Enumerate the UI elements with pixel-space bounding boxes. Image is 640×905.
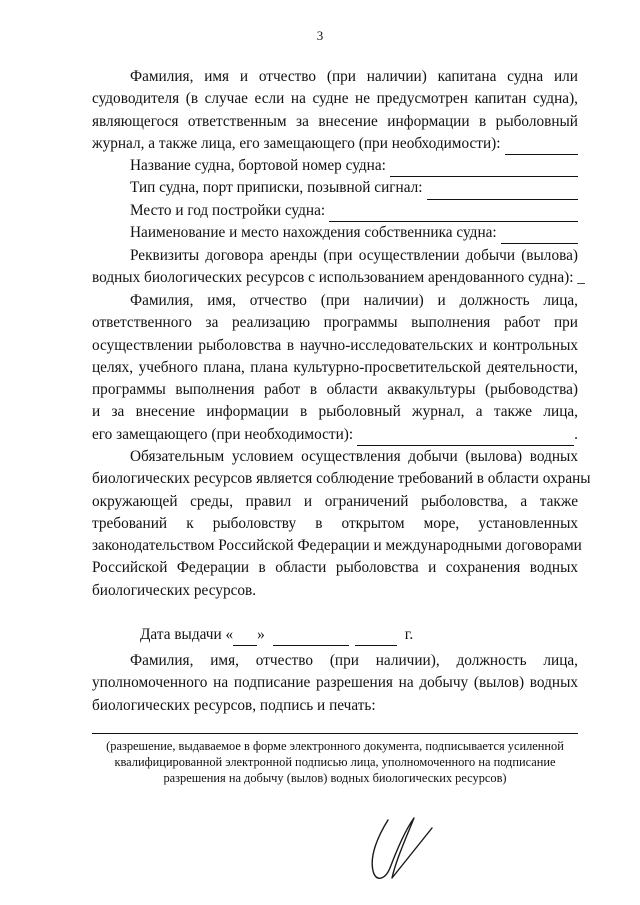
text-line: биологических ресурсов является соблюдение требований в области охраны (92, 470, 591, 488)
vessel-owner-blank[interactable] (501, 227, 578, 244)
issue-date-label: Дата выдачи « (140, 626, 234, 643)
text-line: журнал, а также лица, его замещающего (при необходимости): (92, 134, 501, 152)
vessel-name-label: Название судна, бортовой номер судна: (130, 157, 386, 174)
vessel-fields (92, 155, 578, 244)
text-line: Фамилия, имя и отчество (при наличии) капитана судна или (130, 68, 578, 85)
text-line: ответственного за реализацию программы выполнения работ при (92, 314, 578, 332)
vessel-owner-field (130, 222, 578, 244)
vessel-type-blank[interactable] (427, 183, 578, 200)
responsible-field: его замещающего (при необходимости): . (92, 424, 578, 446)
issue-date-row (92, 624, 578, 646)
text-line: Обязательным условием осуществления добычи (вылова) водных (130, 448, 578, 465)
condition-paragraph (92, 446, 591, 602)
captain-blank[interactable] (505, 138, 579, 155)
handwritten-signature (360, 808, 450, 888)
vessel-type-label: Тип судна, порт приписки, позывной сигнал: (130, 179, 423, 197)
vessel-name-blank[interactable] (390, 160, 578, 177)
vessel-owner-label: Наименование и место нахождения собственника судна: (130, 223, 497, 241)
text-line: биологических ресурсов. (92, 581, 257, 599)
text-line: осуществлении рыболовства в научно-исследовательских и контрольных (92, 336, 578, 354)
electronic-signature-note: (разрешение, выдаваемое в форме электронного документа, подписывается усиленной квалифицированной электронной подписью лица, уполномоченного на подписание разрешения на добычу (вылов) водных биологических ресурсов) (106, 739, 564, 785)
text-line: уполномоченного на подписание разрешения на добычу (вылов) водных (92, 674, 578, 692)
signature-line[interactable] (92, 733, 578, 734)
vessel-build-label: Место и год постройки судна: (130, 201, 326, 219)
text-line: судоводителя (в случае если на судне не предусмотрен капитан судна), (92, 90, 578, 108)
vessel-name-field (130, 155, 578, 177)
captain-field (92, 133, 578, 155)
text-line: водных биологических ресурсов с использованием арендованного судна): _ (92, 269, 585, 287)
text-line: Фамилия, имя, отчество (при наличии) и должность лица, (130, 292, 578, 309)
text-line: программы выполнения работ в области аквакультуры (рыбоводства) (92, 381, 578, 399)
signatory-paragraph (92, 650, 578, 717)
captain-paragraph (92, 66, 578, 155)
text-line: Российской Федерации в области рыболовства и сохранения водных (92, 559, 578, 577)
vessel-build-blank[interactable] (329, 205, 578, 222)
responsible-blank[interactable] (357, 429, 574, 446)
issue-day-blank[interactable] (233, 629, 257, 646)
lease-paragraph (92, 245, 585, 290)
vessel-build-field (130, 200, 578, 222)
text-line: окружающей среды, правил и ограничений рыболовства, а также (92, 492, 578, 510)
text-line: являющегося ответственным за внесение информации в рыболовный (92, 112, 578, 130)
text-line: целях, учебного плана, плана культурно-просветительской деятельности, (92, 358, 578, 376)
issue-date-year-suffix: г. (404, 626, 414, 643)
issue-month-blank[interactable] (273, 629, 349, 646)
text-line: Реквизиты договора аренды (при осуществлении добычи (вылова) (130, 247, 578, 264)
text-line: Фамилия, имя, отчество (при наличии), должность лица, (130, 652, 578, 669)
text-line: и за внесение информации в рыболовный журнал, а также лица, (92, 403, 578, 421)
text-line: требований к рыболовству в открытом море, установленных (92, 514, 578, 532)
vessel-type-field (130, 177, 578, 199)
responsible-paragraph (92, 290, 578, 446)
page-number: 3 (316, 28, 324, 43)
issue-date-quote: » (257, 626, 265, 643)
text-line: его замещающего (при необходимости): (92, 425, 354, 443)
issue-year-blank[interactable] (355, 629, 397, 646)
text-line: биологических ресурсов, подпись и печать: (92, 696, 376, 714)
text-line: законодательством Российской Федерации и международными договорами (92, 537, 582, 555)
